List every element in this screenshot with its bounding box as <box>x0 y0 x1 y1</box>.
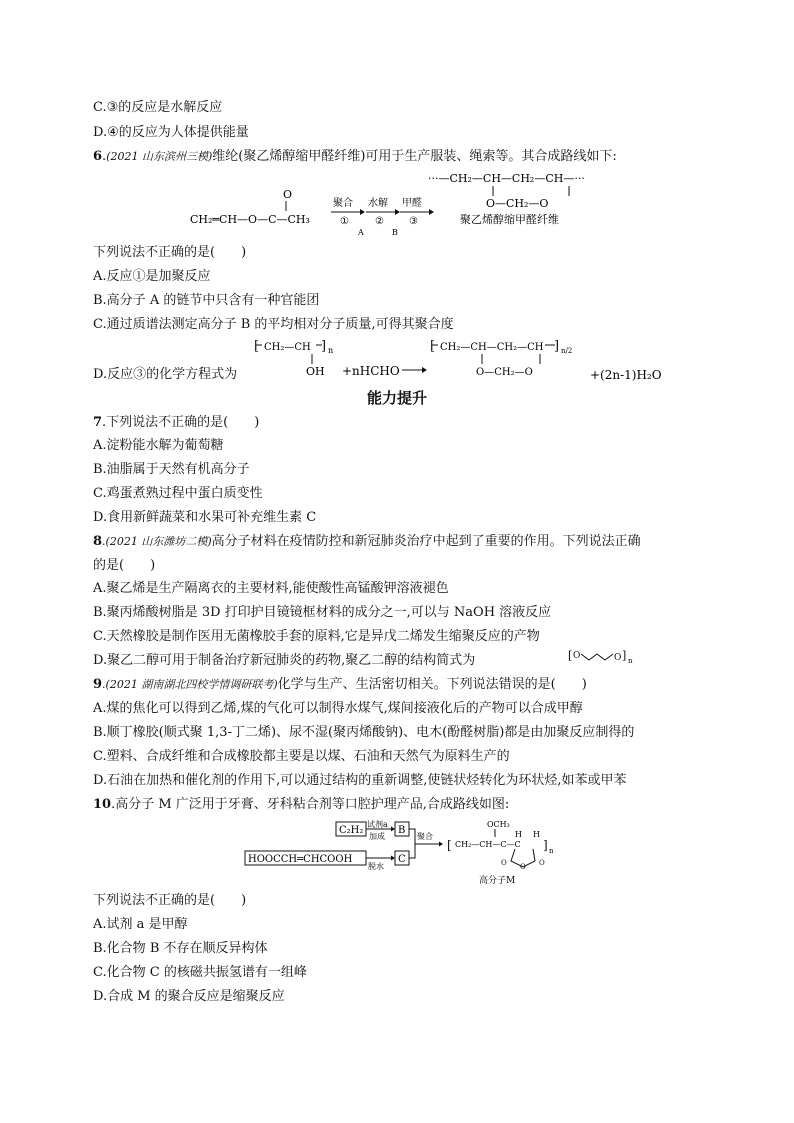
q6-option-c: C.通过质谱法测定高分子 B 的平均相对分子质量,可得其聚合度 <box>93 317 454 332</box>
q10-poly: 聚合 <box>417 832 433 841</box>
q6-source: (2021 山东滨州三模) <box>106 150 213 163</box>
q8-peg-structure <box>567 648 639 670</box>
q9-stem-text: 化学与生产、生活密切相关。下列说法错误的是( ) <box>277 677 587 692</box>
q7-option-a: A.淀粉能水解为葡萄糖 <box>93 438 224 453</box>
q10-h1: H <box>515 830 522 839</box>
section-heading: 能力提升 <box>366 389 427 407</box>
q10-question: 下列说法不正确的是( ) <box>93 893 247 908</box>
q10-reagent: 试剂a <box>367 820 388 829</box>
q9-option-c: C.塑料、合成纤维和合成橡胶都主要是以煤、石油和天然气为原料生产的 <box>93 749 510 764</box>
q6-question: 下列说法不正确的是( ) <box>93 245 247 260</box>
q6-product-chain: ···—CH₂—CH—CH₂—CH—··· <box>428 172 585 185</box>
q6-option-b: B.高分子 A 的链节中只含有一种官能团 <box>93 293 320 308</box>
q10-option-b: B.化合物 B 不存在顺反异构体 <box>93 941 268 956</box>
q6-step2-num: ② <box>375 216 384 227</box>
q7-stem-text: .下列说法不正确的是( ) <box>102 415 260 430</box>
q8-source: .(2021 山东潍坊二模) <box>102 535 212 548</box>
q6-product-name: 聚乙烯醇缩甲醛纤维 <box>460 213 559 226</box>
q6-step2: 水解 <box>368 198 388 209</box>
q6-step3: 甲醛 <box>402 198 422 209</box>
q7-stem <box>93 414 259 431</box>
svg-text:[: [ <box>568 649 573 662</box>
q10-chain: CH₂—CH—C—C <box>455 840 521 849</box>
q6-option-a: A.反应①是加聚反应 <box>93 269 211 284</box>
q6-plus-hcho: +nHCHO <box>342 364 400 378</box>
q7-option-d: D.食用新鲜蔬菜和水果可补充维生素 C <box>93 510 317 525</box>
q8-number: 8 <box>93 534 103 549</box>
q10-c: C <box>398 854 406 865</box>
svg-text:]: ] <box>543 838 548 852</box>
svg-text:]: ] <box>554 339 560 354</box>
q8-stem-text: 高分子材料在疫情防控和新冠肺炎治疗中起到了重要的作用。下列说法正确 <box>211 534 641 549</box>
svg-text:]: ] <box>622 649 627 662</box>
svg-text:O: O <box>539 859 545 867</box>
q6-equation <box>250 334 670 386</box>
q10-stem <box>93 796 509 813</box>
q6-step3-num: ③ <box>409 216 418 227</box>
svg-text:]: ] <box>321 339 327 354</box>
q9-stem <box>93 676 587 693</box>
q6-carbonyl-o: O <box>283 188 293 201</box>
q6-step1: 聚合 <box>333 198 353 209</box>
q8-stem <box>93 533 641 550</box>
q6-number: 6 <box>93 149 103 164</box>
q6-step1-num: ① <box>340 216 349 227</box>
q10-scheme <box>243 817 563 889</box>
svg-text:O: O <box>614 653 622 663</box>
svg-text:O: O <box>501 859 507 867</box>
svg-text:[: [ <box>430 339 436 354</box>
q10-och3: OCH₃ <box>487 820 510 829</box>
q10-n: n <box>549 847 554 855</box>
q9-number: 9 <box>93 677 103 692</box>
q10-option-c: C.化合物 C 的核磁共振氢谱有一组峰 <box>93 965 307 980</box>
q10-name: 高分子M <box>479 876 516 886</box>
q8-option-d: D.聚乙二醇可用于制备治疗新冠肺炎的药物,聚乙二醇的结构简式为 <box>93 653 476 668</box>
q7-option-b: B.油脂属于天然有机高分子 <box>93 462 250 477</box>
q6-pva-oh: OH <box>306 365 325 378</box>
svg-text:[: [ <box>254 339 260 354</box>
q9-option-d: D.石油在加热和催化剂的作用下,可以通过结构的重新调整,使链状烃转化为环状烃,如苯或甲苯 <box>93 773 627 788</box>
q7-option-c: C.鸡蛋煮熟过程中蛋白质变性 <box>93 486 263 501</box>
q10-h2: H <box>533 830 540 839</box>
q6-product-chain-eq: CH₂—CH—CH₂—CH <box>440 342 544 353</box>
q8-peg-n: n <box>628 657 633 665</box>
q8-option-a: A.聚乙烯是生产隔离衣的主要材料,能使酸性高锰酸钾溶液褪色 <box>93 581 449 596</box>
q6-option-d: D.反应③的化学方程式为 <box>93 367 238 382</box>
q6-intermediate-a: A <box>358 228 364 237</box>
q10-add: 加成 <box>369 832 385 841</box>
q6-water: +(2n-1)H₂O <box>590 368 662 382</box>
q6-stem-text: 维纶(聚乙烯醇缩甲醛纤维)可用于生产服装、绳索等。其合成路线如下: <box>212 149 617 164</box>
q10-stem-text: .高分子 M 广泛用于牙膏、牙科粘合剂等口腔护理产品,合成路线如图: <box>111 797 510 812</box>
q8-option-b: B.聚丙烯酸树脂是 3D 打印护目镜镜框材料的成分之一,可以与 NaOH 溶液反应 <box>93 605 552 620</box>
q10-acid: HOOCCH═CHCOOH <box>248 854 353 865</box>
q6-scheme <box>188 168 618 238</box>
q10-option-d: D.合成 M 的聚合反应是缩聚反应 <box>93 989 285 1004</box>
q10-c2h2: C₂H₂ <box>339 825 364 836</box>
q9-option-a: A.煤的焦化可以得到乙烯,煤的气化可以制得水煤气,煤间接液化后的产物可以合成甲醇 <box>93 701 583 716</box>
q10-b: B <box>398 825 406 836</box>
q10-dehydrate: 脱水 <box>368 862 384 871</box>
q10-o: O <box>520 863 526 871</box>
q7-number: 7 <box>93 415 103 430</box>
q5-option-c: C.③的反应是水解反应 <box>93 100 223 115</box>
q6-pva-n: n <box>328 346 334 355</box>
q6-intermediate-b: B <box>392 228 398 237</box>
q6-stem: 6.(2021 山东滨州三模)维纶(聚乙烯醇缩甲醛纤维)可用于生产服装、绳索等。其合成路线如下: <box>93 149 617 164</box>
svg-text:[: [ <box>447 838 452 852</box>
q10-number: 10 <box>93 797 112 812</box>
q6-product-ring: O—CH₂—O <box>486 197 549 210</box>
q6-product-ring-eq: O—CH₂—O <box>476 367 533 378</box>
q10-option-a: A.试剂 a 是甲醇 <box>93 917 188 932</box>
q6-reactant: CH₂═CH—O—C—CH₃ <box>190 213 310 226</box>
q9-option-b: B.顺丁橡胶(顺式聚 1,3-丁二烯)、尿不湿(聚丙烯酸钠)、电木(酚醛树脂)都是由加聚反应制得的 <box>93 725 635 740</box>
q8-option-c: C.天然橡胶是制作医用无菌橡胶手套的原料,它是异戊二烯发生缩聚反应的产物 <box>93 629 540 644</box>
svg-text:O: O <box>573 651 581 661</box>
q9-source: .(2021 湖南湖北四校学情调研联考) <box>102 678 278 691</box>
q5-option-d: D.④的反应为人体提供能量 <box>93 125 249 140</box>
q8-stem-line2: 的是( ) <box>93 558 156 573</box>
q6-pva-chain: CH₂—CH <box>264 342 311 353</box>
q6-product-sub: n/2 <box>561 347 573 355</box>
